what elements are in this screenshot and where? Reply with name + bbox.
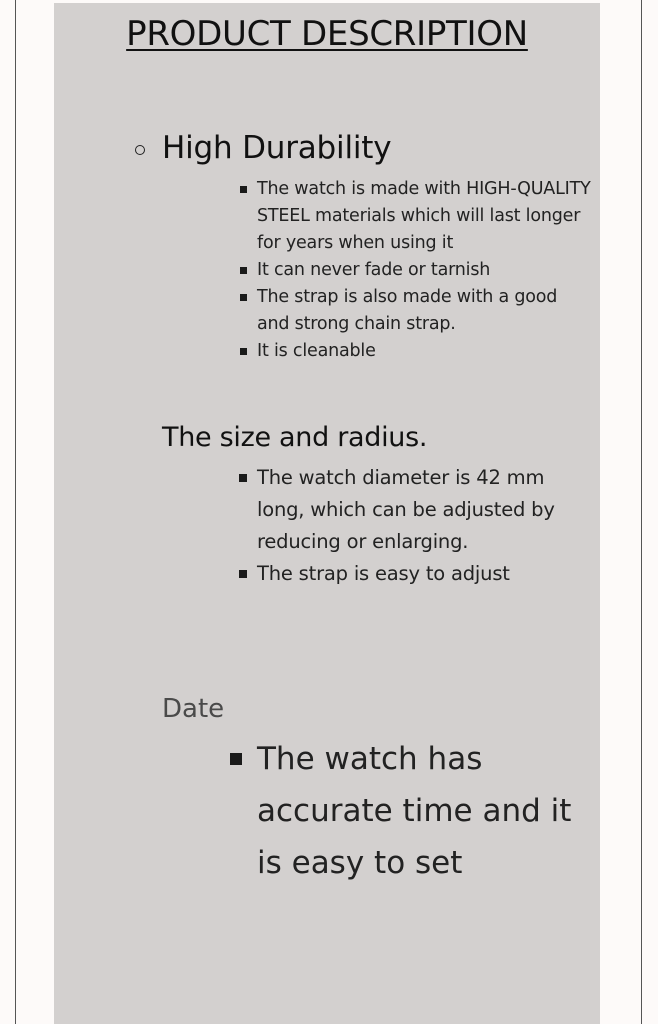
section-heading-size: The size and radius. bbox=[162, 422, 428, 453]
square-bullet-icon bbox=[240, 348, 247, 355]
page-border-right bbox=[641, 0, 642, 1024]
size-bullet-list bbox=[257, 462, 577, 590]
date-bullet-list bbox=[257, 733, 582, 889]
square-bullet-icon bbox=[230, 753, 242, 765]
list-item-text: The watch diameter is 42 mm long, which can be adjusted by reducing or enlarging. bbox=[257, 466, 555, 553]
hollow-circle-bullet-icon bbox=[135, 145, 145, 155]
square-bullet-icon bbox=[239, 570, 247, 578]
list-item-text: The strap is easy to adjust bbox=[257, 562, 510, 585]
list-item-text: The watch is made with HIGH-QUALITY STEEL materials which will last longer for years when using it bbox=[257, 179, 602, 253]
list-item-text: The strap is also made with a good and strong chain strap. bbox=[257, 287, 558, 334]
list-item-text: It can never fade or tarnish bbox=[257, 260, 491, 280]
page-border-left bbox=[15, 0, 16, 1024]
document-title: PRODUCT DESCRIPTION bbox=[126, 14, 528, 54]
square-bullet-icon bbox=[240, 186, 247, 193]
square-bullet-icon bbox=[240, 267, 247, 274]
durability-bullet-list bbox=[257, 176, 602, 365]
list-item bbox=[257, 257, 592, 284]
square-bullet-icon bbox=[240, 294, 247, 301]
list-item bbox=[257, 338, 592, 365]
section-heading-date: Date bbox=[162, 694, 225, 724]
list-item bbox=[257, 284, 592, 338]
list-item bbox=[257, 176, 602, 257]
list-item-text: The watch has accurate time and it is easy to set bbox=[257, 741, 572, 881]
list-item bbox=[257, 733, 582, 889]
list-item-text: It is cleanable bbox=[257, 341, 376, 361]
section-heading-durability: High Durability bbox=[162, 130, 392, 166]
list-item bbox=[257, 558, 577, 590]
square-bullet-icon bbox=[239, 474, 247, 482]
list-item bbox=[257, 462, 577, 558]
